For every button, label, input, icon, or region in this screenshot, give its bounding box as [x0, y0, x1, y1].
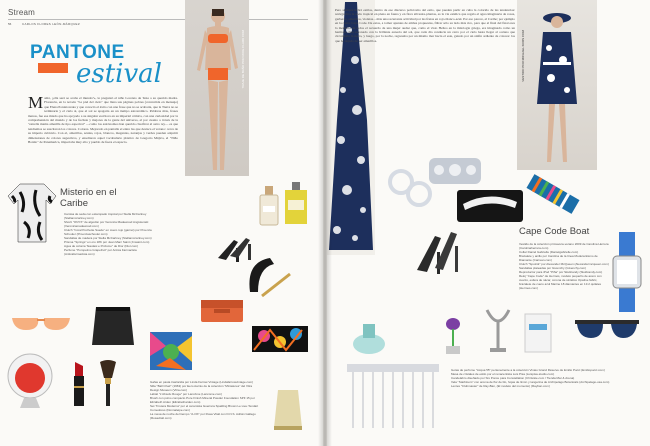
cape-bottom-caption: Lentes "Clubmaster" de Ray-Ban, (El modelo del momento) (Rayban.com): [451, 384, 550, 388]
glass-vase: [270, 388, 306, 432]
misterio-bottom-note: La mesa de noche del tiempo "A-OK" por Rosa Vitali con D.N.S. Adrián Gallego (Rosavitali.com): [150, 412, 256, 420]
header-rule: [8, 19, 308, 20]
purple-flower: [441, 316, 465, 356]
candle-box: [523, 310, 553, 354]
photo-credit-left: TRAJE DE BAÑO POR RIXIE CLARK COM: [241, 30, 245, 89]
silver-heels: [411, 226, 465, 278]
cape-bottom-captions: [451, 368, 631, 388]
intro-dropcap: M: [28, 96, 44, 112]
right-paragraph: Pero siempre habrá estilos, dentro de ese discurso policromo del estío, que pueden partir en cuba la colorido de las tendencias: retórgrafica la onda tropical en plena en fauna y en flora silvestre-plantas, es la vía estética que regala el agua imaginaria de rosas, gerberas, amarillos, violetas... más una recurrente actividad por las frutas en rojo-blanco-azul. Por eso parece, el Caribe; por ejemplo en la costa: Cape Code. De estos, a tomar apuntes de ambas propuestas, filtrar sólo su lado más rico, para que al final del final eres la memoria de todos el recuerdo de una mujer audaz que, como el visto Helios en la mitología griega, era imaginada como un hermoso dios coronado con la brillante aureola del sol, que cada día conducía un carro por el cielo hasta llegar al océano que circundaba la tierra, y luego, por la noche, regresaba por un mismo mar hacia el este, guiado por un sinfín ardiente de colores: los que ha dejado de ser amarillos.: [335, 8, 515, 43]
black-clutch: [455, 186, 525, 226]
bracelet: [244, 252, 294, 300]
crystal-rings: [387, 166, 433, 212]
cape-caption: Reproductor para iPod "Piña" por Skullcandy (Skullcandy.com): [519, 270, 603, 274]
orange-clutch: [200, 298, 244, 324]
intro-paragraph: [28, 96, 178, 176]
cape-bottom-caption: Vela "Starbloom" con aroma de flor de lilo, hojas de limón y tangerina de Archipelago Botanicals (Archipelago-usa.com): [451, 380, 610, 384]
translucent-sunglasses: [10, 312, 72, 334]
lipstick: [72, 360, 86, 408]
intro-text: amá, ¿ella será se acaba el mundo?», le preguntó el niño Lorenzo de Tena a su querido madre. Florencia, en la novela "La piel del cielo" que llena sus páginas pobres (convertida en mensaje) que Elena Poniatowska y que conoció el éxito con una frase que no se acabaría, que la Tierra no se terminaría y el cielo sí, que el sol se apagaría en un tiempo astronómico. Palabras más, frases menos, fue ese miedo que ha apoyado a su singular escritora en su imperial cómica, con una curiosidad por la comprehensión del mundo y de los fuchsia y mejores de la gente del universo, el por cuanto a través de la "estrella mama amarilla de tipo espectral" —como los astrónomos han querido clasificar al astro rey— es que tendremos se suscitaron los colores. Colores. Mejorado en pantalla el entre las que destaca el verano: cerca de su imperio cubículo. Con el, amarillos, azules, rojos, blancos, magentas, naranjas y verdes pueden adquirir dimensiones de colores sugestivos, y ensoñaron aquel vocabulario plástico de Gregorio Mújica, el "Niño Bonito" de Panamerica, impactaba muy alto y pueblo de fuera el espacio.: [28, 96, 178, 145]
title-pantone: PANTONE: [30, 42, 125, 63]
blue-perfume: [349, 318, 389, 358]
cape-caption: Sandalias plateadas por Givenchy (Givenchy.com): [519, 266, 587, 270]
misterio-bottom-caption: Silla "Ball Chair" (1963) por Eero Aarnio de la colección "Miniatures" del Vitra Design Museum (Vitra.com): [150, 384, 253, 392]
cape-caption: Collar Daniel Gabrielle (Danielgabrielle.com): [519, 250, 579, 254]
cape-bottom-caption: Candelabro diseñado por Sís Ponce para Constellation (Chrisiste.com / Tienda Mar & Arena): [451, 376, 575, 380]
misterio-caption: Shortt "ONYX" de algodón por Veronica Madewood Angiolenski (Veronicamadewood.com): [64, 220, 149, 228]
page-number: 56: [8, 22, 12, 26]
glass-table: [345, 362, 441, 432]
cape-caption: Brazalete y anillo por Carolina de la línea Moderantismo de Diamante (Carrean.com): [519, 254, 598, 262]
author-byline: CARLOS FLORES LEÓN-MÁRQUEZ: [22, 22, 80, 26]
photo-credit-right: VESTIDO POR MICHAEL KORS COM: [521, 30, 525, 82]
misterio-caption: Agua de colonia "Eaulasi e Profumo" de Dior (Dior.com): [64, 244, 139, 248]
title-estival: estival: [76, 59, 162, 89]
misterio-caption: Perfume "Pompelmo Grapefruit" por Antica Farmacista (Anticafarmacista.com): [64, 248, 137, 256]
dior-perfume: [258, 186, 280, 226]
misterio-bottom-caption: Brush con polvo compacto Pure Finish Mineral Powder Foundation SPF 15 por Elizabeth Arden (Elizabetharden.com): [150, 396, 255, 404]
antica-perfume: [283, 182, 309, 226]
cape-captions: [519, 242, 609, 290]
right-page: [327, 0, 650, 446]
silver-cuff: [427, 150, 483, 190]
makeup-brush: [94, 360, 122, 408]
clubmaster-sunglasses: [573, 318, 643, 342]
striped-speaker: [523, 164, 583, 224]
misterio-bottom-caption: Labial "L'Absolu Rouge" por Lancôme (Lancome.com): [150, 392, 223, 396]
left-page: [0, 0, 323, 446]
misterio-caption: Clutch "Coral Pochette Suede" en cuero rojo (garnet) por Proenza Schouler (Proenzaschouler.com): [64, 228, 152, 236]
misterio-bottom-caption: Set "Frutera Moderna" por el ceramista Guerrera Spalding Brown Le Lieu Tendart Comedores (Donnaleipe.com): [150, 404, 259, 412]
section-label: Stream: [8, 8, 35, 17]
ball-chair: [4, 352, 56, 412]
cape-heading: Cape Code Boat: [519, 226, 590, 237]
silver-candelabra: [481, 302, 515, 354]
tropical-shirt: [6, 182, 58, 244]
spread-gutter: [318, 0, 332, 446]
misterio-heading: Misterio en el Caribe: [60, 187, 117, 209]
misterio-captions: [64, 212, 154, 256]
misterio-caption: Sandalias de madera por Stella McCartney (Stellamccartney.com): [64, 236, 152, 240]
ceramic-box: [146, 326, 196, 374]
hermes-watch: [609, 232, 645, 312]
model-dress-photo: [517, 0, 597, 170]
black-skirt: [90, 305, 136, 347]
cape-caption: Vestido de la colección primavera-verano 2009 de Carolina Herrera (Carolinaherrera.com): [519, 242, 609, 250]
pattern-box: [250, 322, 310, 356]
cape-caption: Clutch "Sputnik" por Alexander McQueen (Alexandermcqueen.com): [519, 262, 609, 266]
misterio-bottom-captions: [150, 380, 260, 420]
cape-caption: Reloj "Cape Code" de Hermès, modelo pequeño de acero con cuarzo, esfera de nácar, corona de sintético Opaline fabric, brazalete de cuero azul Marine 18 diamantes en 13.2 quilates (Hermes.com): [519, 274, 602, 290]
model-swimsuit-photo: [185, 0, 249, 176]
misterio-caption: Camisa de seda con estampado tropical por Stella McCartney (Stellamccartney.com): [64, 212, 147, 220]
cape-bottom-caption: Gotas de perfume "Acqua 55" perteneciente a la colección Vinaio Grand Réserve de Emilio Pucci (Emiliopucci.com): [451, 368, 605, 372]
cape-bottom-caption: Mesa de cristales de estilo por el renacentista Luis Pisa (Luispisa-studio.com): [451, 372, 555, 376]
title-accent-block: [38, 63, 68, 73]
misterio-bottom-caption: Gafas en pasta traslúcida por Linda Farrow Vintage (Lindafarrowvintage.com): [150, 380, 254, 384]
misterio-caption: Prisma "Springs" en oro 18K por Jean Marc Saint (Jmsaint.com): [64, 240, 150, 244]
